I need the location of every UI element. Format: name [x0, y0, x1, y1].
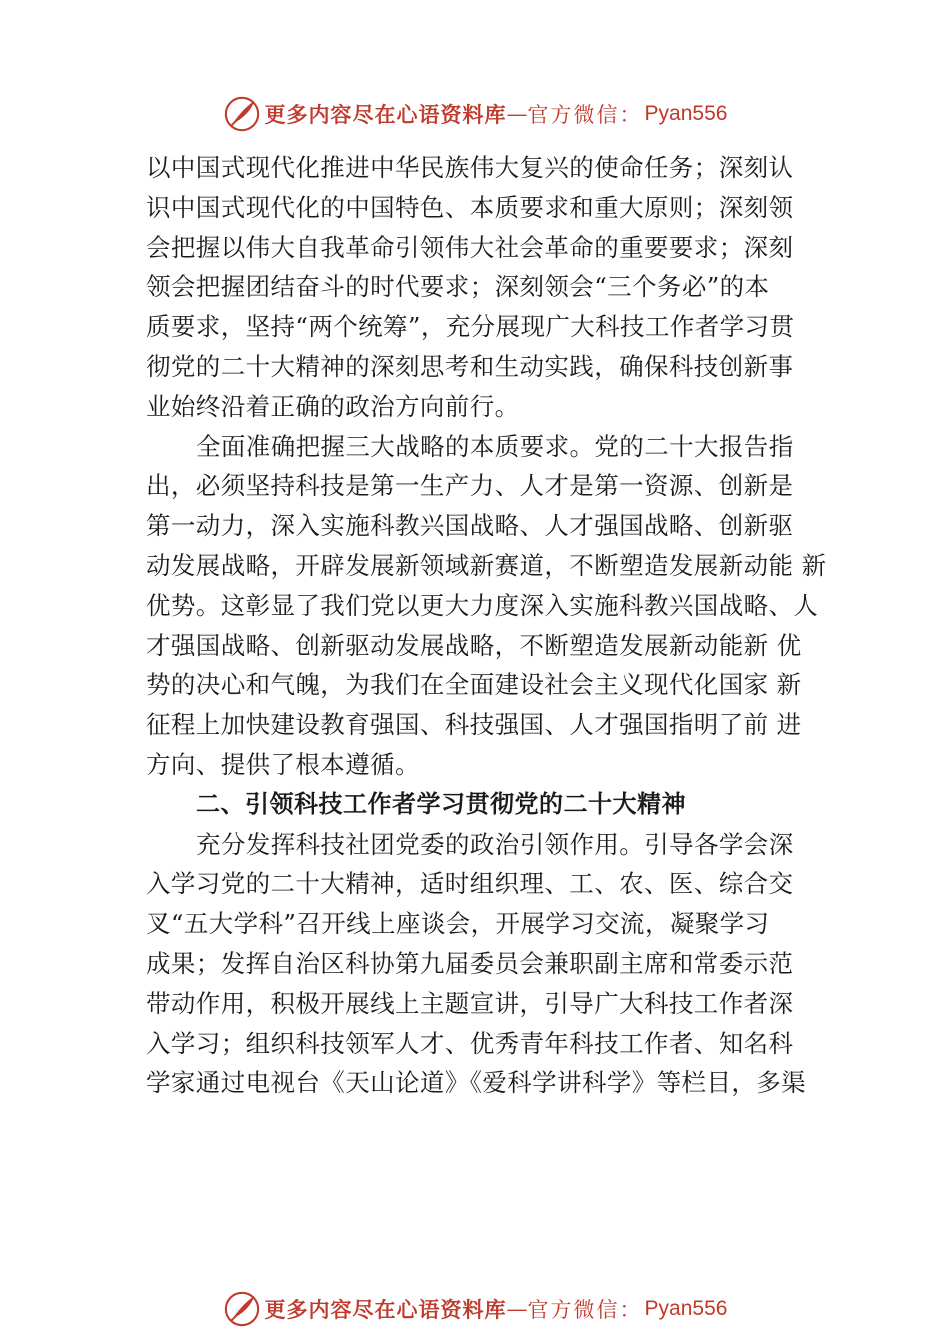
body-line: 彻党的二十大精神的深刻思考和生动实践，确保科技创新事 [146, 351, 794, 381]
body-line: 质要求，坚持“两个统筹”，充分展现广大科技工作者学习贯 [146, 312, 795, 342]
body-line: 业始终沿着正确的政治方向前行。 [146, 391, 520, 421]
footer-watermark-banner [0, 1287, 950, 1331]
body-line: 出，必须坚持科技是第一生产力、人才是第一资源、创新是 [146, 471, 794, 501]
body-line: 带动作用，积极开展线上主题宣讲，引导广大科技工作者深 [146, 988, 794, 1018]
wechat-id: Pyan556 [644, 1297, 728, 1320]
paragraph-start-line: 全面准确把握三大战略的本质要求。党的二十大报告指 [196, 431, 794, 461]
site-name: 更多内容尽在心语资料库 [264, 1297, 507, 1322]
separator-dash: — [506, 102, 528, 126]
body-line: 学家通过电视台《天山论道》《爱科学讲科学》等栏目，多渠 [146, 1068, 807, 1098]
wechat-id: Pyan556 [644, 102, 728, 125]
document-body [146, 148, 836, 1103]
body-line: 征程上加快建设教育强国、科技强国、人才强国指明了前 进 [146, 710, 802, 740]
quill-logo-icon [223, 95, 261, 133]
wechat-label: 官方微信： [527, 103, 643, 127]
body-line: 以中国式现代化推进中华民族伟大复兴的使命任务；深刻认 [146, 153, 794, 182]
body-line: 势的决心和气魄，为我们在全面建设社会主义现代化国家 新 [146, 670, 802, 700]
body-line: 领会把握团结奋斗的时代要求；深刻领会“三个务必”的本 [146, 272, 770, 302]
body-line: 入学习；组织科技领军人才、优秀青年科技工作者、知名科 [146, 1028, 794, 1058]
body-line: 成果；发挥自治区科协第九届委员会兼职副主席和常委示范 [146, 948, 794, 978]
body-line: 入学习党的二十大精神，适时组织理、工、农、医、综合交 [146, 869, 794, 899]
site-name: 更多内容尽在心语资料库 [264, 102, 507, 127]
header-watermark-banner [0, 92, 950, 136]
quill-logo-icon [223, 1290, 261, 1328]
body-line: 第一动力，深入实施科教兴国战略、人才强国战略、创新驱 [146, 511, 794, 541]
body-line: 识中国式现代化的中国特色、本质要求和重大原则；深刻领 [146, 192, 794, 222]
paragraph-start-line: 充分发挥科技社团党委的政治引领作用。引导各学会深 [196, 829, 794, 859]
body-line: 叉“五大学科”召开线上座谈会，开展学习交流，凝聚学习 [146, 909, 770, 939]
body-line: 方向、提供了根本遵循。 [146, 749, 420, 779]
separator-dash: — [506, 1297, 528, 1321]
body-line: 动发展战略，开辟发展新领域新赛道，不断塑造发展新动能 新 [146, 550, 827, 580]
body-line: 会把握以伟大自我革命引领伟大社会革命的重要要求；深刻 [146, 232, 794, 262]
body-line: 优势。这彰显了我们党以更大力度深入实施科教兴国战略、人 [146, 590, 819, 620]
section-heading: 二、引领科技工作者学习贯彻党的二十大精神 [196, 789, 686, 818]
wechat-label: 官方微信： [527, 1298, 643, 1322]
body-line: 才强国战略、创新驱动发展战略，不断塑造发展新动能新 优 [146, 630, 802, 660]
